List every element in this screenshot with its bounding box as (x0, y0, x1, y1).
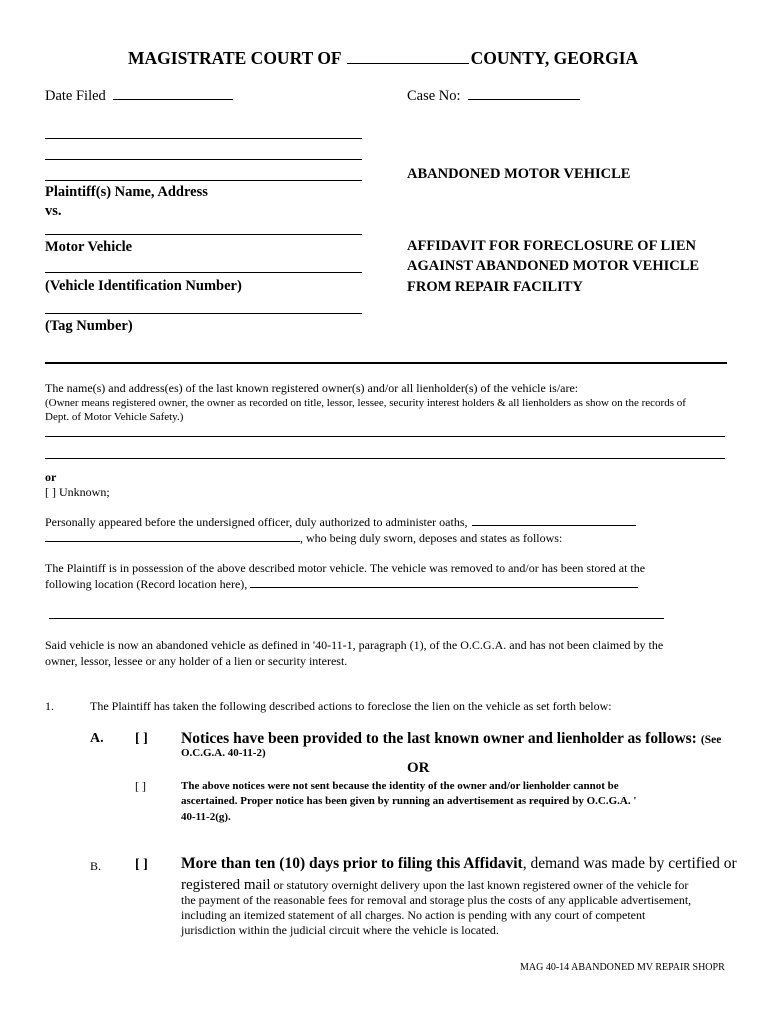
said-line-2: owner, lessor, lessee or any holder of a lien or security interest. (45, 654, 348, 668)
officer-name-field[interactable] (472, 525, 636, 526)
date-filed-field[interactable] (113, 99, 233, 100)
said-line-1: Said vehicle is now an abandoned vehicle as defined in '40-11-1, paragraph (1), of the O.C.G.A. and has not been claimed by the (45, 638, 664, 652)
unknown-label: Unknown; (59, 485, 110, 499)
plaintiff-line-1[interactable] (45, 138, 362, 139)
vs-label: vs. (45, 203, 62, 219)
case-no (407, 88, 580, 105)
doc-title-line-3: FROM REPAIR FACILITY (407, 279, 583, 295)
section-a-checkbox-2[interactable]: [ ] (135, 779, 146, 793)
location-line-2[interactable] (49, 618, 664, 619)
court-title (128, 48, 638, 69)
date-filed (45, 88, 233, 105)
affiant-name-field[interactable] (45, 541, 300, 542)
plaintiff-line-3[interactable] (45, 180, 362, 181)
appeared-line-2 (45, 531, 562, 546)
owners-line-1[interactable] (45, 436, 725, 437)
plaintiff-line-2[interactable] (45, 159, 362, 160)
unknown-option (45, 485, 110, 500)
owners-intro: The name(s) and address(es) of the last known registered owner(s) and/or all lienholder(s) of the vehicle is/are: (45, 381, 579, 395)
county-blank[interactable] (347, 63, 469, 64)
appeared-line-1 (45, 515, 636, 530)
possession-line-2 (45, 577, 638, 592)
plaintiff-label: Plaintiff(s) Name, Address (45, 184, 208, 200)
section-b-line-2 (181, 876, 688, 894)
motor-vehicle-line[interactable] (45, 234, 362, 235)
doc-title-line-2: AGAINST ABANDONED MOTOR VEHICLE (407, 258, 700, 274)
item-1-text: The Plaintiff has taken the following described actions to foreclose the lien on the vehicle as set forth below: (90, 699, 612, 713)
section-a-ref-1: (See (700, 734, 722, 746)
section-a-heading-text: Notices have been provided to the last known owner and lienholder as follows: (181, 730, 697, 747)
section-b-line-4: including an itemized statement of all charges. No action is pending with any court of competent (181, 908, 646, 922)
tag-line[interactable] (45, 313, 362, 314)
item-1-number: 1. (45, 699, 54, 713)
date-filed-label: Date Filed (45, 88, 106, 104)
court-title-left: MAGISTRATE COURT OF (128, 48, 342, 68)
caption-divider (45, 362, 727, 364)
section-a-alt-3: 40-11-2(g). (181, 811, 231, 823)
section-a-letter: A. (90, 731, 104, 746)
section-b-line-1 (181, 855, 737, 873)
section-b-line-2-rest: or statutory overnight delivery upon the last known registered owner of the vehicle for (270, 878, 689, 892)
case-no-label: Case No: (407, 88, 461, 104)
appeared-text-1: Personally appeared before the undersigned officer, duly authorized to administer oaths, (45, 515, 468, 529)
section-b-line-5: jurisdiction within the judicial circuit where the vehicle is located. (181, 923, 499, 937)
section-b-letter: B. (90, 859, 102, 873)
doc-title-line-1: AFFIDAVIT FOR FORECLOSURE OF LIEN (407, 238, 696, 254)
form-code: MAG 40-14 ABANDONED MV REPAIR SHOPR (520, 962, 725, 973)
section-a-ref-2: O.C.G.A. 40-11-2) (181, 747, 266, 759)
appeared-text-2: , who being duly sworn, deposes and states as follows: (300, 531, 563, 545)
case-no-field[interactable] (468, 99, 580, 100)
possession-line-1: The Plaintiff is in possession of the above described motor vehicle. The vehicle was removed to and/or has been stored at the (45, 561, 646, 575)
section-b-heading: More than ten (10) days prior to filing this Affidavit (181, 855, 523, 872)
unknown-checkbox[interactable]: [ ] (45, 485, 56, 499)
section-a-or: OR (407, 760, 430, 776)
vin-label: (Vehicle Identification Number) (45, 278, 242, 294)
or-label: or (45, 470, 57, 484)
category-label: ABANDONED MOTOR VEHICLE (407, 166, 631, 182)
section-a-checkbox[interactable]: [ ] (135, 731, 148, 746)
section-a-heading (181, 730, 721, 748)
owners-note-1: (Owner means registered owner, the owner as recorded on title, lessor, lessee, security interest holders & all lienholders as show on the records of (45, 397, 686, 409)
section-b-registered-mail: registered mail (181, 877, 271, 893)
tag-label: (Tag Number) (45, 318, 133, 334)
owners-line-2[interactable] (45, 458, 725, 459)
section-a-alt-2: ascertained. Proper notice has been given by running an advertisement as required by O.C.G.A. ' (181, 795, 637, 807)
possession-text-2: following location (Record location here), (45, 577, 248, 591)
owners-note-2: Dept. of Motor Vehicle Safety.) (45, 411, 184, 423)
section-b-checkbox[interactable]: [ ] (135, 857, 148, 872)
section-b-heading-tail: , demand was made by certified or (522, 855, 737, 872)
location-field[interactable] (250, 587, 638, 588)
section-b-line-3: the payment of the reasonable fees for removal and storage plus the costs of any applicable advertisement, (181, 893, 692, 907)
section-a-alt-1: The above notices were not sent because the identity of the owner and/or lienholder cannot be (181, 780, 619, 792)
court-title-right: COUNTY, GEORGIA (470, 48, 639, 68)
vin-line[interactable] (45, 272, 362, 273)
motor-vehicle-label: Motor Vehicle (45, 239, 133, 255)
